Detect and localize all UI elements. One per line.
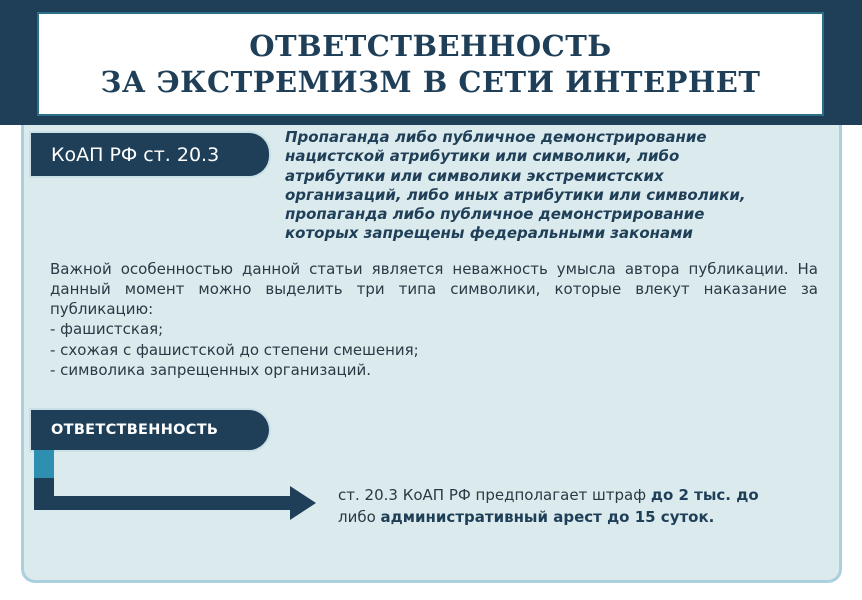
quote-line: нацистской атрибутики или символики, либо (285, 147, 680, 166)
list-item: - схожая с фашистской до степени смешения; (50, 340, 419, 359)
arrow-shape (34, 486, 316, 520)
list-item: - фашистская; (50, 320, 164, 338)
penalty-part1: ст. 20.3 КоАП РФ предполагает штраф (338, 486, 651, 504)
list-item: - символика запрещенных организаций. (50, 361, 372, 379)
article-label-text: КоАП РФ ст. 20.3 (51, 143, 220, 166)
penalty-part2: либо (338, 508, 381, 526)
penalty-bold2: административный арест до 15 суток. (380, 508, 715, 526)
body-paragraph: Важной особенностью данной статьи является неважность умысла автора публикации. На данный момент можно выделить три типа символики, которые влекут наказание за публикацию: (50, 260, 818, 318)
arrow-stem (34, 478, 54, 510)
penalty-bold1: до 2 тыс. до (650, 486, 759, 504)
quote-line: которых запрещены федеральными законами (285, 224, 693, 243)
quote-line: организаций, либо иных атрибутики или символики, (285, 185, 746, 204)
page-title-line1: ОТВЕТСТВЕННОСТЬ (249, 29, 612, 63)
penalty-text (338, 484, 828, 528)
quote-line: атрибутики или символики экстремистских (285, 166, 664, 185)
responsibility-label: ОТВЕТСТВЕННОСТЬ (51, 422, 219, 438)
quote-line: Пропаганда либо публичное демонстрирование (285, 128, 707, 146)
quote-line: пропаганда либо публичное демонстрирование (285, 205, 705, 224)
page-title-line2: ЗА ЭКСТРЕМИЗМ В СЕТИ ИНТЕРНЕТ (100, 65, 761, 99)
